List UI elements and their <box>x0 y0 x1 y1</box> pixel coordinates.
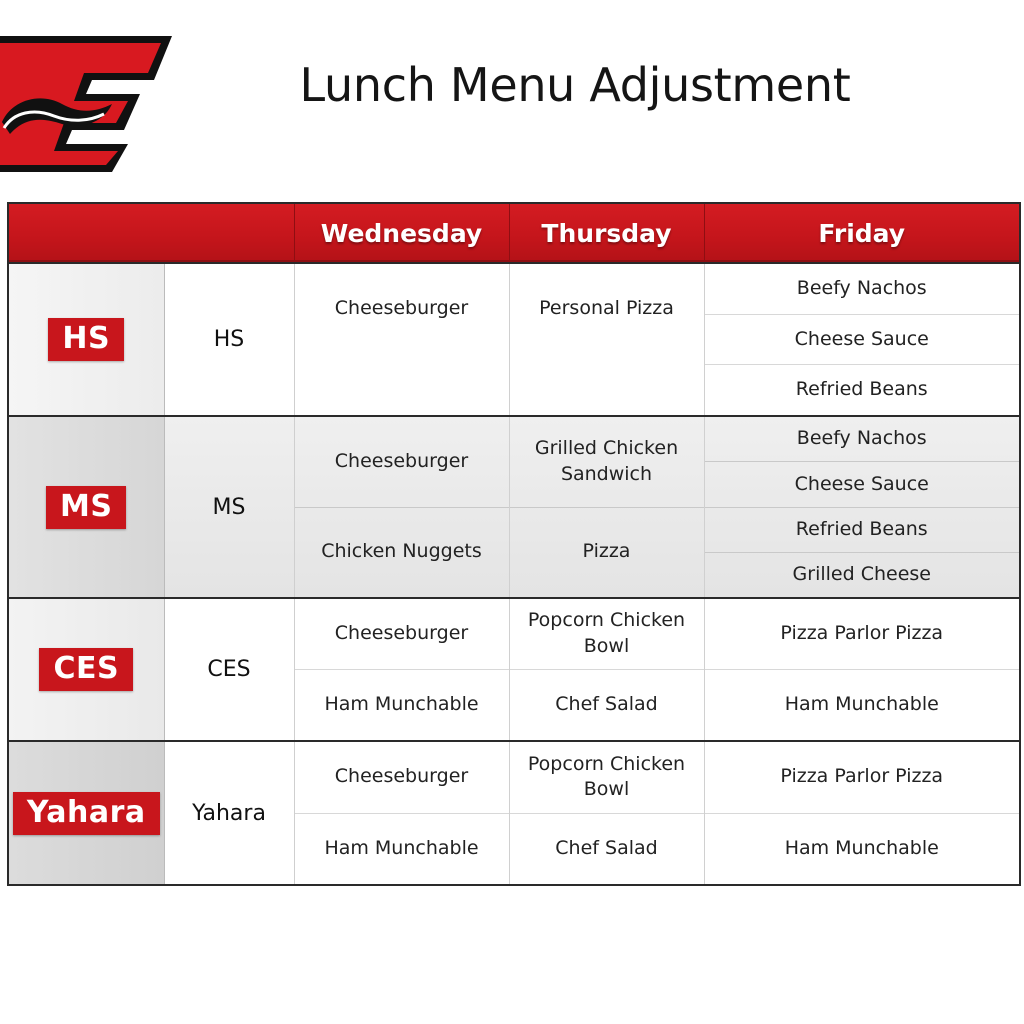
menu-item: Pizza Parlor Pizza <box>780 622 944 645</box>
menu-item: Grilled Chicken Sandwich <box>534 437 679 485</box>
menu-item: Cheeseburger <box>334 622 469 645</box>
menu-item: Cheese Sauce <box>705 461 1020 506</box>
menu-item: Cheeseburger <box>334 765 469 788</box>
menu-item: Chicken Nuggets <box>295 507 509 598</box>
table-header-row <box>8 203 1020 263</box>
table-row-hs <box>8 263 1020 416</box>
menu-item: Cheese Sauce <box>705 314 1020 365</box>
table-row-ces <box>8 598 1020 741</box>
school-badge-hs: HS <box>48 318 124 361</box>
menu-item: Cheeseburger <box>334 297 469 319</box>
menu-item: Beefy Nachos <box>796 427 927 450</box>
menu-item: Pizza <box>510 507 704 598</box>
menu-item: Beefy Nachos <box>796 277 927 300</box>
page-title: Lunch Menu Adjustment <box>299 58 851 112</box>
menu-item: Cheeseburger <box>334 449 469 472</box>
header-blank <box>8 203 294 263</box>
table-row-yahara <box>8 741 1020 885</box>
menu-item: Ham Munchable <box>295 813 509 885</box>
table-row-ms <box>8 416 1020 598</box>
school-badge-ces: CES <box>39 648 133 691</box>
school-name-yahara: Yahara <box>164 741 294 885</box>
menu-item: Refried Beans <box>705 507 1020 552</box>
menu-item: Chef Salad <box>510 813 704 885</box>
menu-item: Ham Munchable <box>295 669 509 740</box>
menu-item: Popcorn Chicken Bowl <box>527 752 686 801</box>
school-name-ms: MS <box>164 416 294 598</box>
school-badge-ms: MS <box>46 486 126 529</box>
menu-item: Chef Salad <box>510 669 704 740</box>
menu-item: Ham Munchable <box>705 669 1020 740</box>
school-badge-yahara: Yahara <box>13 792 160 835</box>
menu-item: Personal Pizza <box>539 297 674 319</box>
menu-item: Ham Munchable <box>705 813 1020 885</box>
school-name-hs: HS <box>164 263 294 416</box>
school-name-ces: CES <box>164 598 294 741</box>
menu-item: Grilled Cheese <box>705 552 1020 597</box>
header-friday: Friday <box>704 203 1020 263</box>
header-thursday: Thursday <box>509 203 704 263</box>
lunch-menu-table <box>7 202 1021 886</box>
school-logo-e-icon <box>0 30 175 172</box>
header-wednesday: Wednesday <box>294 203 509 263</box>
menu-item: Popcorn Chicken Bowl <box>527 609 686 657</box>
menu-item: Pizza Parlor Pizza <box>780 765 944 788</box>
menu-item: Refried Beans <box>705 364 1020 415</box>
